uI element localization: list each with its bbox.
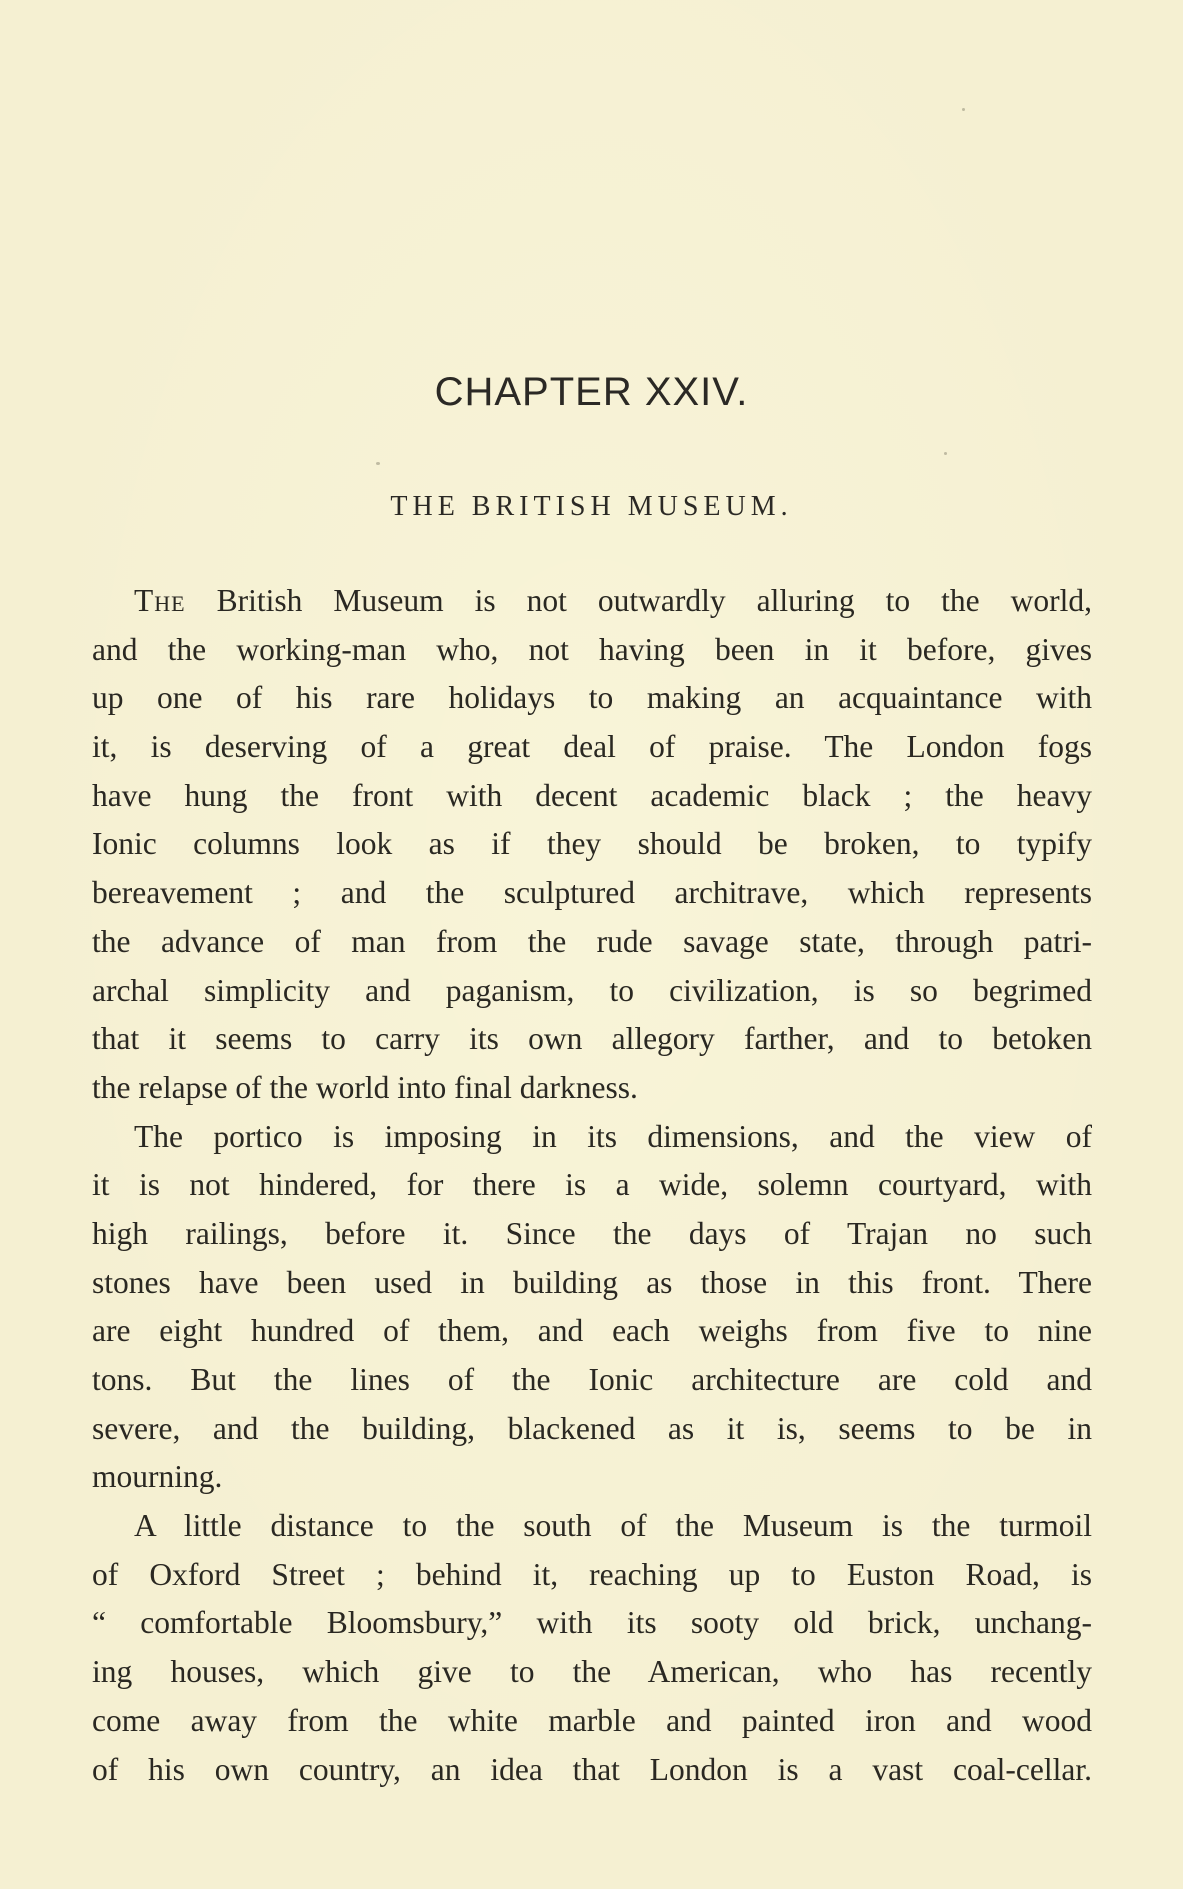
text-line: the advance of man from the rude savage state, through patri- [92,923,1092,959]
paragraph [92,1502,1092,1794]
text-line: of his own country, an idea that London is a vast coal-cellar. [92,1751,1092,1787]
text-line: stones have been used in building as those in this front. There [92,1264,1092,1300]
paper-speck [376,462,380,465]
text-line: mourning. [92,1459,223,1495]
text-line: severe, and the building, blackened as it is, seems to be in [92,1410,1092,1446]
text-line: archal simplicity and paganism, to civilization, is so begrimed [92,972,1092,1008]
text-line: high railings, before it. Since the days of Trajan no such [92,1215,1092,1251]
drop-lead-word: The [134,583,186,618]
text-line: up one of his rare holidays to making an acquaintance with [92,680,1092,716]
text-line: tons. But the lines of the Ionic architecture are cold and [92,1362,1092,1397]
text-line: bereavement ; and the sculptured architrave, which represents [92,875,1092,911]
paragraph [92,1113,1092,1503]
text-line: “ comfortable Bloomsbury,” with its sooty old brick, unchang- [92,1605,1092,1641]
chapter-subheading: THE BRITISH MUSEUM. [390,491,793,522]
text-line: that it seems to carry its own allegory farther, and to betoken [92,1021,1092,1057]
text-line: the relapse of the world into final darkness. [92,1069,638,1105]
text-line: Ionic columns look as if they should be broken, to typify [92,826,1092,862]
paragraph [92,577,1092,1113]
text-line: it is not hindered, for there is a wide, solemn courtyard, with [92,1167,1092,1203]
text-line: have hung the front with decent academic black ; the heavy [92,777,1092,813]
text-line: ing houses, which give to the American, who has recently [92,1654,1092,1690]
text-line: The British Museum is not outwardly alluring to the world, [134,583,1092,618]
text-line: The portico is imposing in its dimensions, and the view of [134,1118,1092,1154]
paper-speck [944,452,947,455]
text-line: come away from the white marble and painted iron and wood [92,1702,1092,1738]
text-line: and the working-man who, not having been in it before, gives [92,631,1092,667]
chapter-heading: CHAPTER XXIV. [434,370,749,414]
text-line: A little distance to the south of the Museum is the turmoil [134,1508,1092,1544]
text-line: of Oxford Street ; behind it, reaching up to Euston Road, is [92,1556,1092,1592]
paper-speck [962,108,965,111]
text-line: it, is deserving of a great deal of praise. The London fogs [92,729,1092,765]
text-line: are eight hundred of them, and each weighs from five to nine [92,1313,1092,1349]
body-text [92,577,1092,1794]
